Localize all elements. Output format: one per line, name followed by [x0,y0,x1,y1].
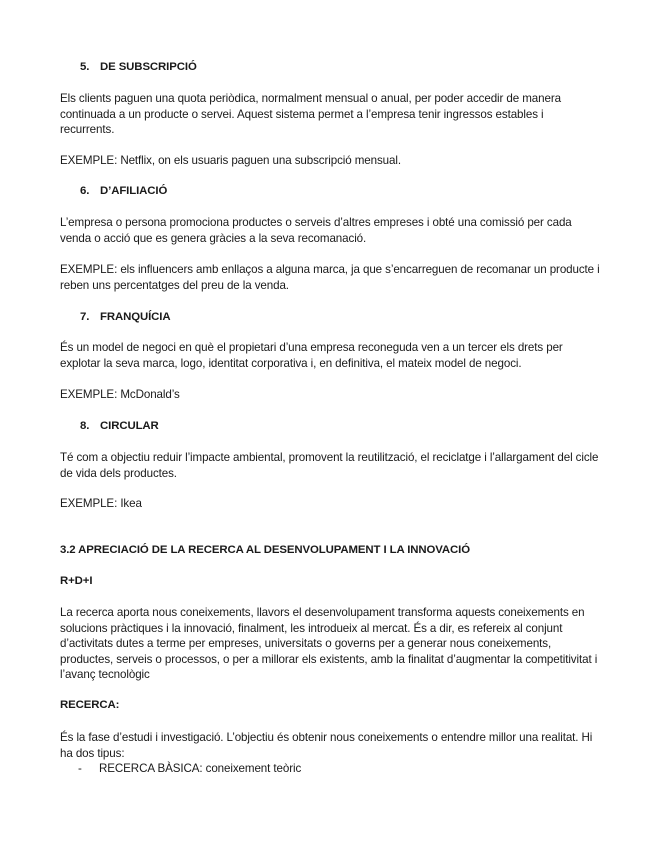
section-number: 7. [80,311,90,323]
section-example: EXEMPLE: McDonald’s [60,388,180,401]
section-title: D’AFILIACIÓ [100,185,168,197]
section-paragraph: Els clients paguen una quota periòdica, normalment mensual o anual, per poder accedir de manera continuada a un producte o servei. Aquest sistema permet a l’empresa tenir ingressos estables i recurrents. [60,92,561,136]
section-example: EXEMPLE: els influencers amb enllaços a alguna marca, ja que s’encarreguen de recomanar un producte i reben uns percentatges del preu de la venda. [60,263,600,292]
recerca-heading: RECERCA: [60,699,120,711]
rdi-subheading: R+D+I [60,575,93,587]
section-paragraph: Té com a objectiu reduir l’impacte ambiental, promovent la reutilització, el reciclatge i l’allargament del cicle de vida dels productes. [60,451,599,480]
section-heading-5 [80,60,620,76]
section-example: EXEMPLE: Netflix, on els usuaris paguen una subscripció mensual. [60,154,401,167]
section-title: DE SUBSCRIPCIÓ [100,61,197,73]
section-number: 8. [80,420,90,432]
section-heading-6 [80,184,620,200]
recerca-paragraph: És la fase d’estudi i investigació. L’objectiu és obtenir nous coneixements o entendre millor una realitat. Hi ha dos tipus: [60,731,593,760]
section-32-heading: 3.2 APRECIACIÓ DE LA RECERCA AL DESENVOLUPAMENT I LA INNOVACIÓ [60,544,471,556]
section-example: EXEMPLE: Ikea [60,497,142,510]
section-paragraph: L’empresa o persona promociona productes o serveis d’altres empreses i obté una comissió per cada venda o acció que es genera gràcies a la seva recomanació. [60,216,572,245]
section-heading-8 [80,419,620,435]
section-number: 6. [80,185,90,197]
section-title: FRANQUÍCIA [100,311,171,323]
rdi-paragraph: La recerca aporta nous coneixements, llavors el desenvolupament transforma aquests coneixements en solucions pràctiques i la innovació, finalment, les introdueix al mercat. És a dir, es refereix al conjunt d’activitats dutes a terme per empreses, universitats o governs per a generar nous coneixements, productes, serveis o processos, o per a millorar els existents, amb la finalitat d’augmentar la competitivitat i l’avanç tecnològic [60,606,598,681]
section-heading-7 [80,310,620,326]
section-paragraph: És un model de negoci en què el propietari d’una empresa reconeguda ven a un tercer els drets per explotar la seva marca, logo, identitat corporativa i, en definitiva, el mateix model de negoci. [60,341,563,370]
list-item-text: RECERCA BÀSICA: coneixement teòric [99,762,302,775]
section-title: CIRCULAR [100,420,159,432]
bullet-dash: - [78,762,82,775]
section-number: 5. [80,61,90,73]
list-item [78,761,618,777]
